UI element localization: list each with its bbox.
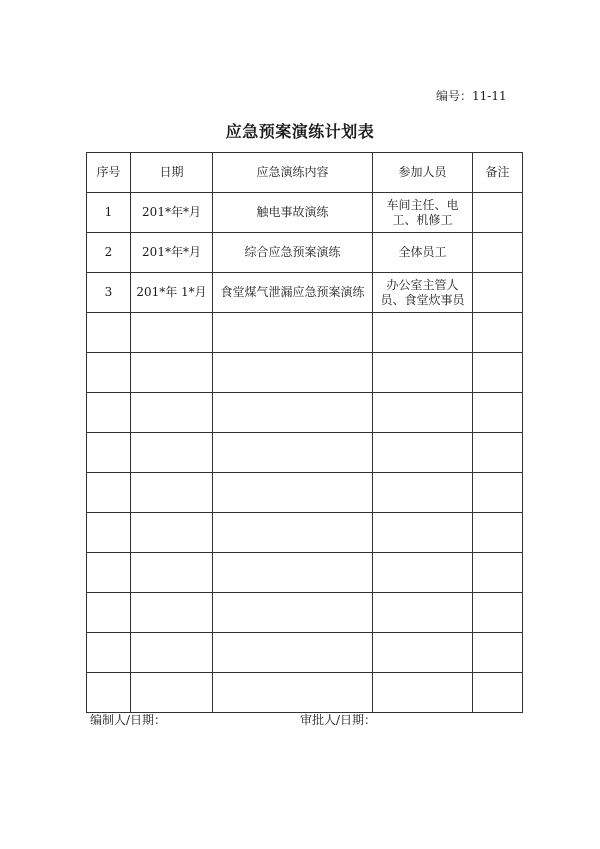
cell-participants bbox=[373, 593, 473, 633]
cell-participants: 车间主任、电工、机修工 bbox=[373, 193, 473, 233]
cell-date: 201*年 1*月 bbox=[131, 273, 213, 313]
cell-date bbox=[131, 313, 213, 353]
table-row bbox=[87, 313, 523, 353]
page-title: 应急预案演练计划表 bbox=[225, 122, 375, 141]
cell-remarks bbox=[473, 193, 523, 233]
cell-date: 201*年*月 bbox=[131, 233, 213, 273]
cell-content bbox=[213, 393, 373, 433]
cell-seq bbox=[87, 353, 131, 393]
cell-date bbox=[131, 353, 213, 393]
cell-remarks bbox=[473, 593, 523, 633]
table-row bbox=[87, 193, 523, 233]
cell-seq bbox=[87, 593, 131, 633]
cell-date bbox=[131, 393, 213, 433]
header-date: 日期 bbox=[131, 153, 213, 193]
cell-remarks bbox=[473, 273, 523, 313]
drill-plan-table bbox=[86, 152, 523, 713]
cell-date bbox=[131, 433, 213, 473]
cell-participants bbox=[373, 313, 473, 353]
table-row bbox=[87, 593, 523, 633]
cell-participants: 办公室主管人员、食堂炊事员 bbox=[373, 273, 473, 313]
cell-content bbox=[213, 673, 373, 713]
table-row bbox=[87, 633, 523, 673]
table-body bbox=[87, 193, 523, 713]
cell-content bbox=[213, 353, 373, 393]
table-row bbox=[87, 513, 523, 553]
table-row bbox=[87, 273, 523, 313]
cell-remarks bbox=[473, 673, 523, 713]
cell-remarks bbox=[473, 633, 523, 673]
cell-seq: 2 bbox=[87, 233, 131, 273]
cell-content bbox=[213, 553, 373, 593]
table-row bbox=[87, 673, 523, 713]
cell-content: 触电事故演练 bbox=[213, 193, 373, 233]
document-number: 编号：11-11 bbox=[436, 89, 507, 103]
cell-remarks bbox=[473, 393, 523, 433]
cell-content bbox=[213, 473, 373, 513]
table-header-row bbox=[87, 153, 523, 193]
cell-seq: 1 bbox=[87, 193, 131, 233]
cell-date bbox=[131, 553, 213, 593]
table-row bbox=[87, 433, 523, 473]
cell-content: 综合应急预案演练 bbox=[213, 233, 373, 273]
prepared-by-label: 编制人/日期： bbox=[90, 713, 167, 727]
cell-date bbox=[131, 633, 213, 673]
cell-seq bbox=[87, 553, 131, 593]
cell-participants: 全体员工 bbox=[373, 233, 473, 273]
cell-date bbox=[131, 473, 213, 513]
header-remarks: 备注 bbox=[473, 153, 523, 193]
cell-date bbox=[131, 673, 213, 713]
cell-seq bbox=[87, 393, 131, 433]
cell-remarks bbox=[473, 473, 523, 513]
header-participants: 参加人员 bbox=[373, 153, 473, 193]
cell-content bbox=[213, 513, 373, 553]
cell-seq bbox=[87, 433, 131, 473]
cell-content bbox=[213, 313, 373, 353]
cell-content: 食堂煤气泄漏应急预案演练 bbox=[213, 273, 373, 313]
cell-date bbox=[131, 593, 213, 633]
cell-participants bbox=[373, 553, 473, 593]
table-row bbox=[87, 473, 523, 513]
cell-remarks bbox=[473, 553, 523, 593]
cell-content bbox=[213, 593, 373, 633]
table-row bbox=[87, 353, 523, 393]
cell-participants bbox=[373, 353, 473, 393]
cell-seq bbox=[87, 473, 131, 513]
approved-by-label: 审批人/日期： bbox=[300, 713, 377, 727]
table-row bbox=[87, 233, 523, 273]
cell-participants bbox=[373, 433, 473, 473]
cell-date bbox=[131, 513, 213, 553]
cell-participants bbox=[373, 673, 473, 713]
header-seq: 序号 bbox=[87, 153, 131, 193]
cell-remarks bbox=[473, 353, 523, 393]
cell-remarks bbox=[473, 233, 523, 273]
cell-participants bbox=[373, 473, 473, 513]
cell-seq bbox=[87, 313, 131, 353]
table-row bbox=[87, 393, 523, 433]
table-row bbox=[87, 553, 523, 593]
cell-participants bbox=[373, 513, 473, 553]
cell-seq bbox=[87, 673, 131, 713]
cell-content bbox=[213, 433, 373, 473]
cell-remarks bbox=[473, 313, 523, 353]
cell-remarks bbox=[473, 513, 523, 553]
cell-content bbox=[213, 633, 373, 673]
cell-remarks bbox=[473, 433, 523, 473]
cell-seq bbox=[87, 633, 131, 673]
cell-participants bbox=[373, 633, 473, 673]
cell-seq bbox=[87, 513, 131, 553]
cell-participants bbox=[373, 393, 473, 433]
cell-date: 201*年*月 bbox=[131, 193, 213, 233]
header-content: 应急演练内容 bbox=[213, 153, 373, 193]
cell-seq: 3 bbox=[87, 273, 131, 313]
